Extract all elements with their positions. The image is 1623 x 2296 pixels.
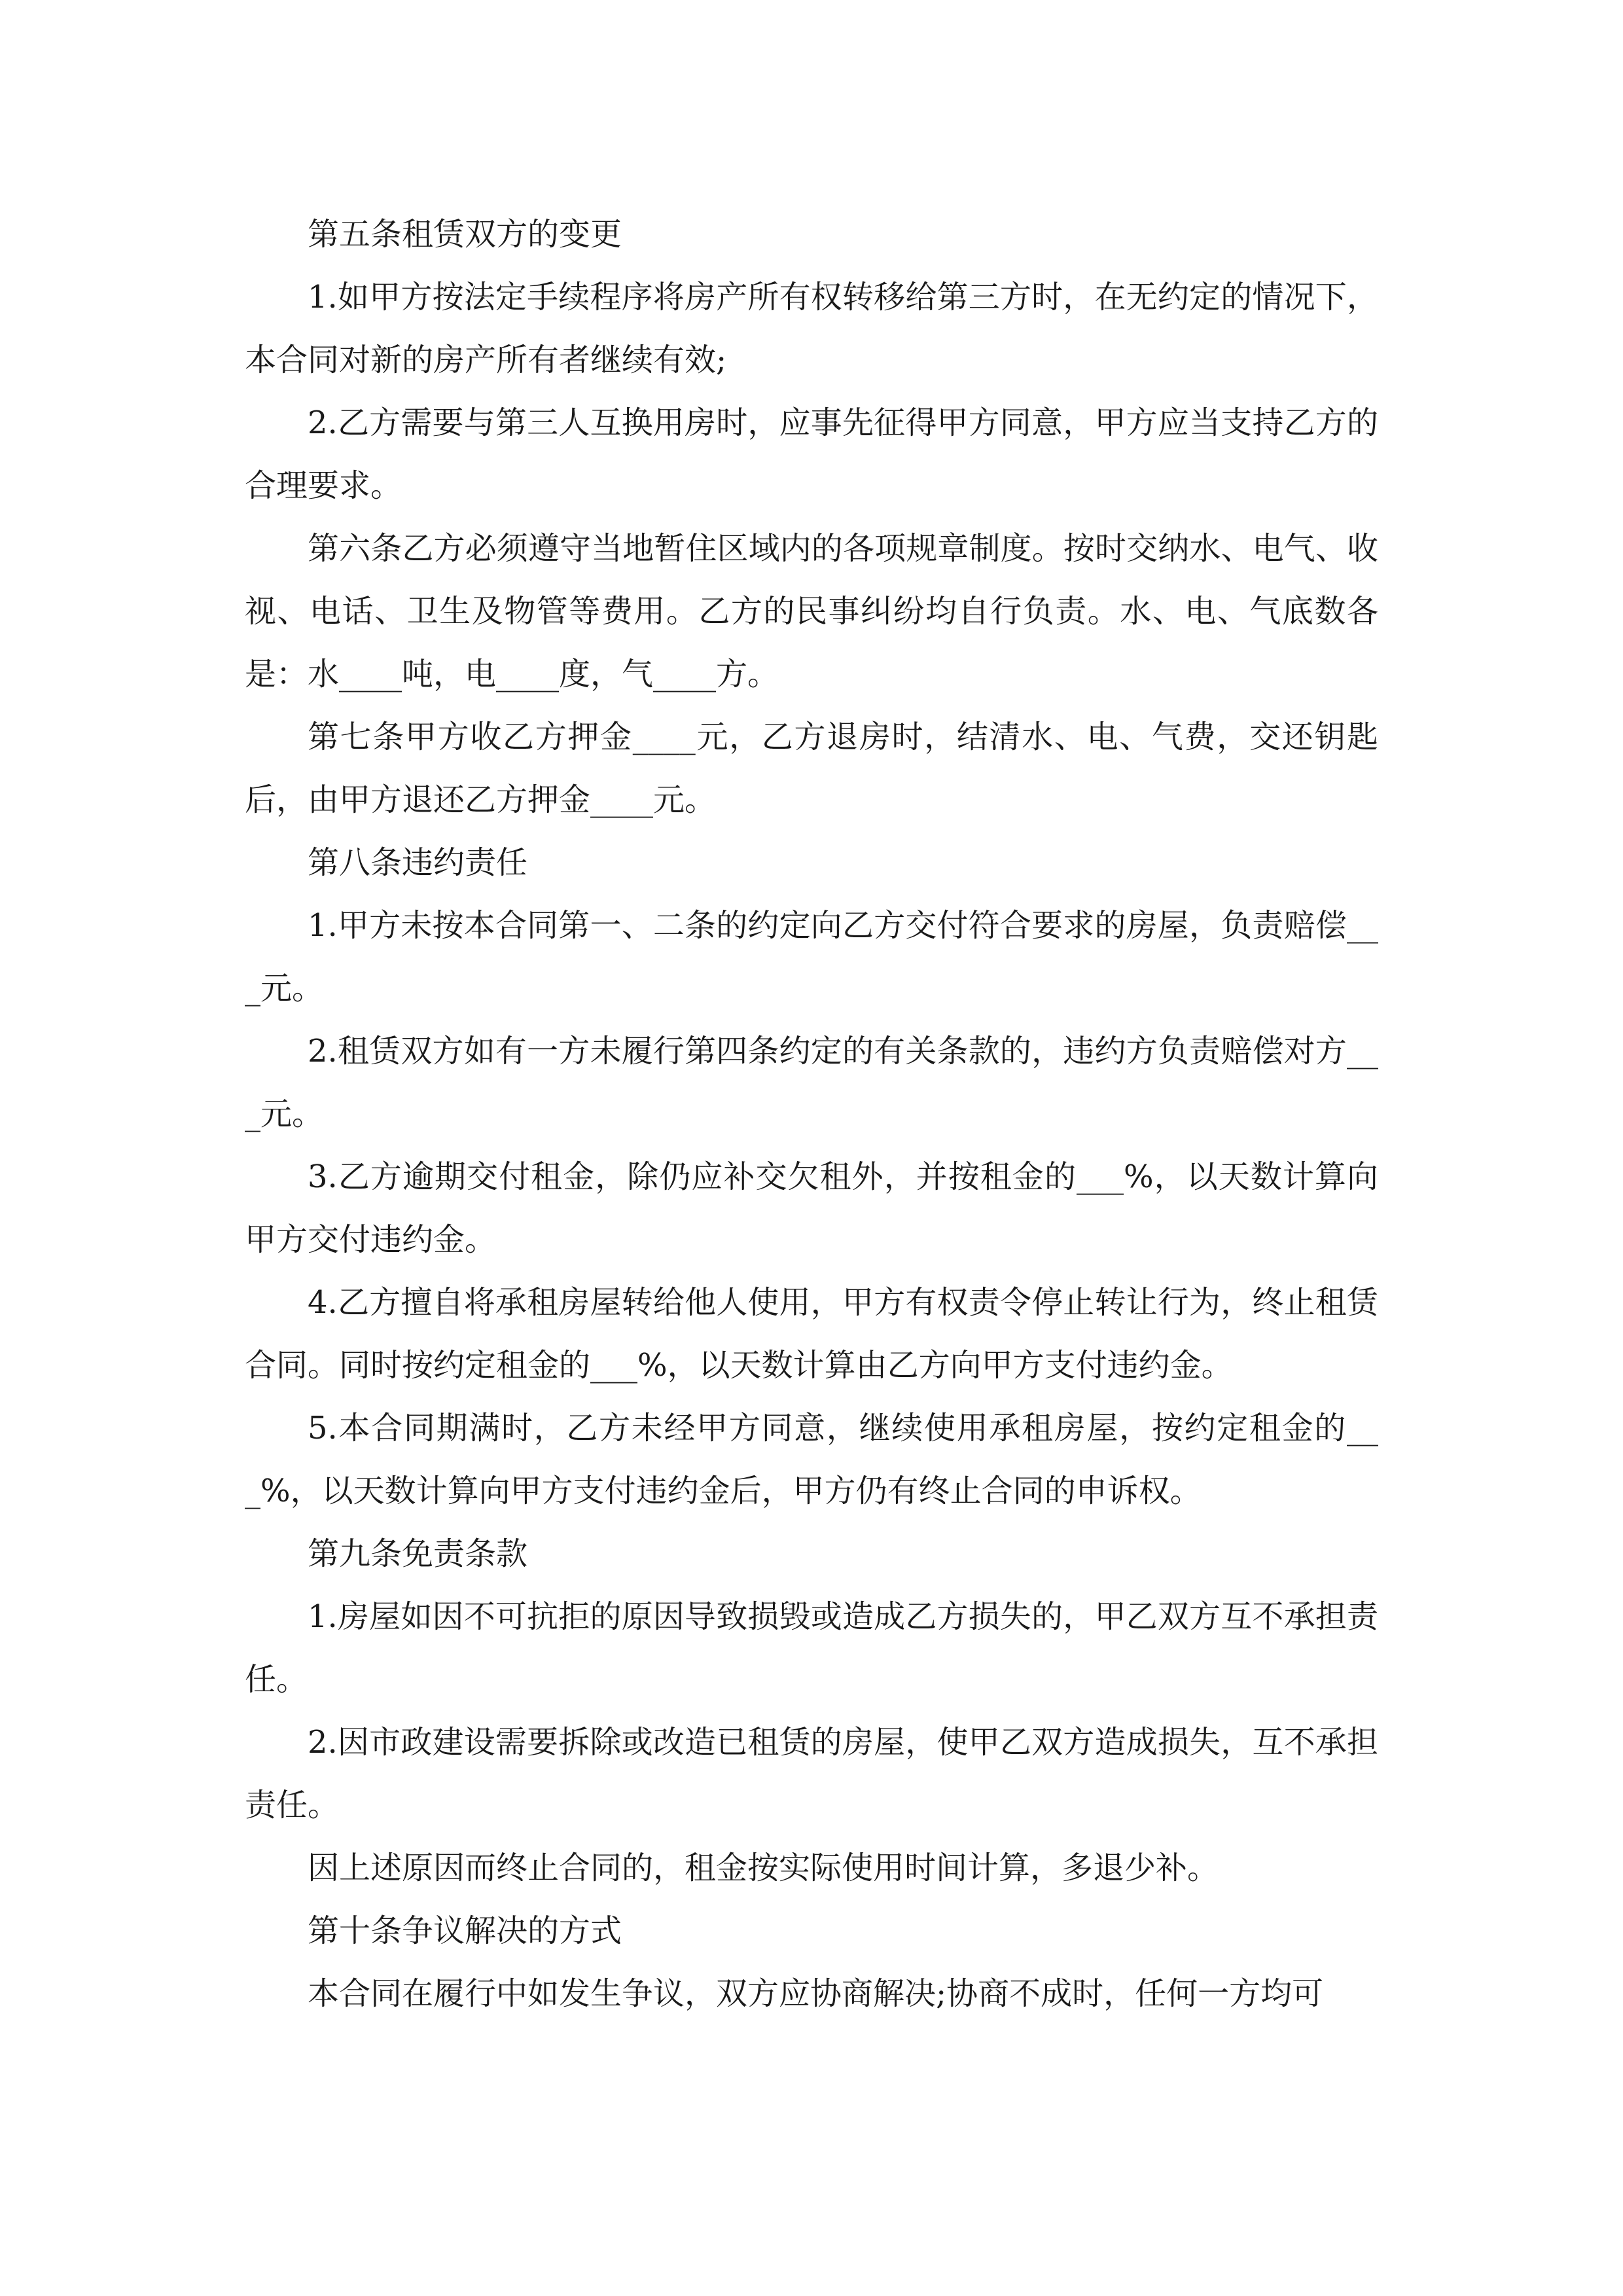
paragraph: 本合同在履行中如发生争议，双方应协商解决;协商不成时，任何一方均可 (308, 1975, 1324, 2012)
paragraph-article-6: 第六条乙方必须遵守当地暂住区域内的各项规章制度。按时交纳水、电气、收视、电话、卫生及物管等费用。乙方的民事纠纷均自行负责。水、电、气底数各是：水____吨，电____度，气____方。 (245, 530, 1378, 692)
paragraph: 1.如甲方按法定手续程序将房产所有权转移给第三方时，在无约定的情况下，本合同对新的房产所有者继续有效; (245, 279, 1378, 378)
document-body (245, 203, 1378, 2025)
paragraph: 1.甲方未按本合同第一、二条的约定向乙方交付符合要求的房屋，负责赔偿___元。 (245, 907, 1378, 1007)
heading-article-9: 第九条免责条款 (308, 1535, 528, 1572)
paragraph: 2.因市政建设需要拆除或改造已租赁的房屋，使甲乙双方造成损失，互不承担责任。 (245, 1724, 1378, 1823)
paragraph: 因上述原因而终止合同的，租金按实际使用时间计算，多退少补。 (308, 1850, 1219, 1886)
paragraph: 5.本合同期满时，乙方未经甲方同意，继续使用承租房屋，按约定租金的___%，以天数计算向甲方支付违约金后，甲方仍有终止合同的申诉权。 (245, 1410, 1378, 1509)
heading-article-8: 第八条违约责任 (308, 844, 528, 881)
heading-article-10: 第十条争议解决的方式 (308, 1912, 622, 1949)
heading-article-5: 第五条租赁双方的变更 (308, 216, 622, 253)
paragraph: 2.乙方需要与第三人互换用房时，应事先征得甲方同意，甲方应当支持乙方的合理要求。 (245, 404, 1378, 504)
paragraph: 2.租赁双方如有一方未履行第四条约定的有关条款的，违约方负责赔偿对方___元。 (245, 1033, 1378, 1132)
paragraph-article-7: 第七条甲方收乙方押金____元，乙方退房时，结清水、电、气费，交还钥匙后，由甲方退还乙方押金____元。 (245, 719, 1378, 818)
paragraph: 3.乙方逾期交付租金，除仍应补交欠租外，并按租金的___%，以天数计算向甲方交付违约金。 (245, 1158, 1378, 1258)
paragraph: 1.房屋如因不可抗拒的原因导致损毁或造成乙方损失的，甲乙双方互不承担责任。 (245, 1598, 1378, 1698)
paragraph: 4.乙方擅自将承租房屋转给他人使用，甲方有权责令停止转让行为，终止租赁合同。同时按约定租金的___%，以天数计算由乙方向甲方支付违约金。 (245, 1284, 1378, 1384)
